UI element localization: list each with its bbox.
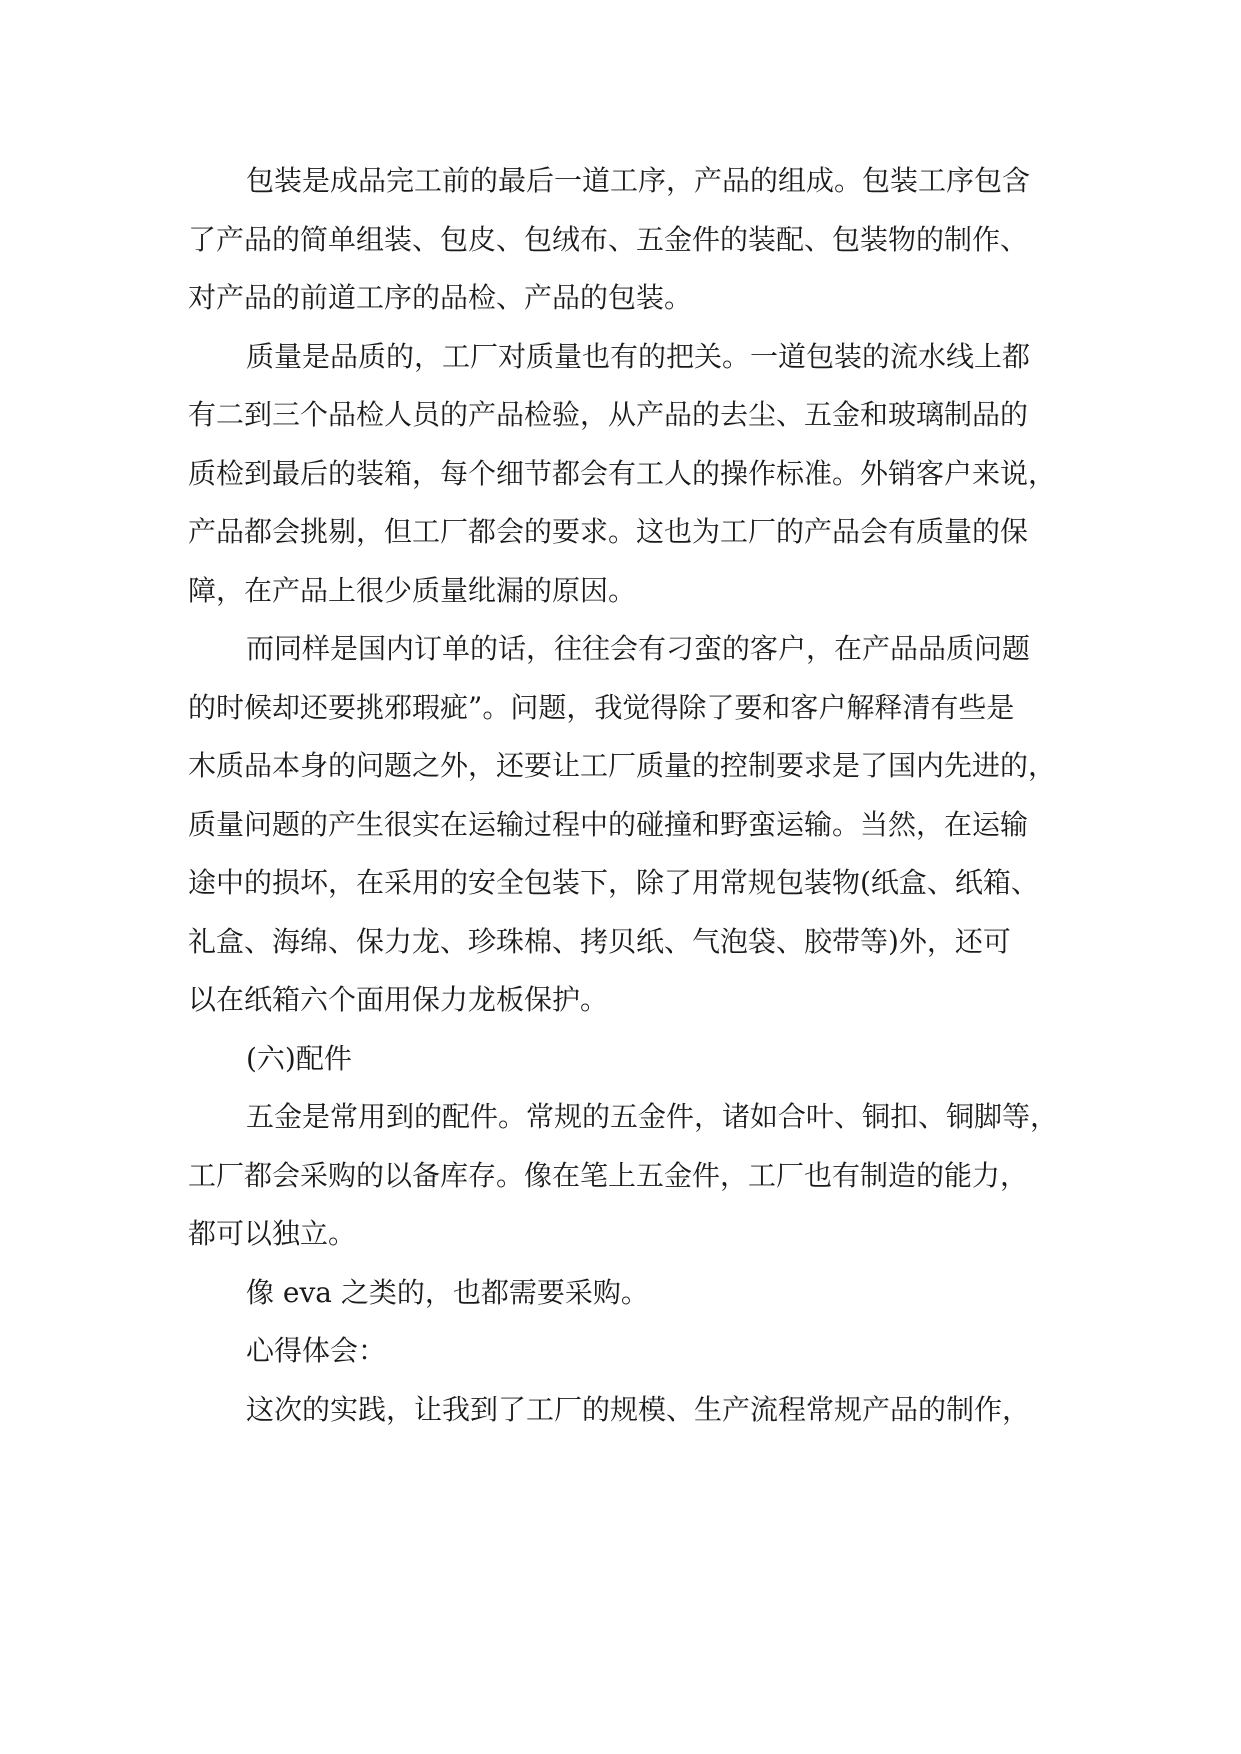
- text-line: 都可以独立。: [188, 1217, 357, 1250]
- text-line: 障，在产品上很少质量纰漏的原因。: [188, 573, 637, 607]
- text-line: 了产品的简单组装、包皮、包绒布、五金件的装配、包装物的制作、: [188, 222, 1029, 256]
- text-line: 对产品的前道工序的品检、产品的包装。: [188, 281, 693, 314]
- text-line: 像 eva 之类的，也都需要采购。: [246, 1275, 649, 1309]
- text-line: 而同样是国内订单的话，往往会有刁蛮的客户，在产品品质问题: [246, 632, 1031, 665]
- text-line: 质量问题的产生很实在运输过程中的碰撞和野蛮运输。当然，在运输: [188, 807, 1029, 841]
- text-line: 木质品本身的问题之外，还要让工厂质量的控制要求是了国内先进的，: [188, 749, 1057, 782]
- text-line: 工厂都会采购的以备库存。像在笔上五金件，工厂也有制造的能力，: [188, 1158, 1029, 1192]
- text-line: 以在纸箱六个面用保力龙板保护。: [188, 983, 609, 1016]
- text-line: 礼盒、海绵、保力龙、珍珠棉、拷贝纸、气泡袋、胶带等)外，还可: [188, 924, 1011, 958]
- text-line: 产品都会挑剔，但工厂都会的要求。这也为工厂的产品会有质量的保: [188, 515, 1029, 548]
- text-line: 五金是常用到的配件。常规的五金件，诸如合叶、铜扣、铜脚等，: [246, 1100, 1059, 1133]
- text-line: 有二到三个品检人员的产品检验，从产品的去尘、五金和玻璃制品的: [188, 398, 1029, 431]
- text-line: 途中的损坏，在采用的安全包装下，除了用常规包装物(纸盒、纸箱、: [188, 866, 1039, 899]
- document-body: [188, 152, 1068, 1439]
- section-heading: 心得体会：: [246, 1334, 387, 1367]
- text-line: 包装是成品完工前的最后一道工序，产品的组成。包装工序包含: [246, 164, 1031, 197]
- text-line: 的时候却还要挑邪瑕疵”。问题，我觉得除了要和客户解释清有些是: [188, 690, 1015, 724]
- section-heading: (六)配件: [246, 1041, 352, 1075]
- text-line: 质检到最后的装箱，每个细节都会有工人的操作标准。外销客户来说，: [188, 456, 1057, 490]
- text-line: 这次的实践，让我到了工厂的规模、生产流程常规产品的制作，: [246, 1392, 1031, 1426]
- text-line: 质量是品质的，工厂对质量也有的把关。一道包装的流水线上都: [246, 339, 1031, 373]
